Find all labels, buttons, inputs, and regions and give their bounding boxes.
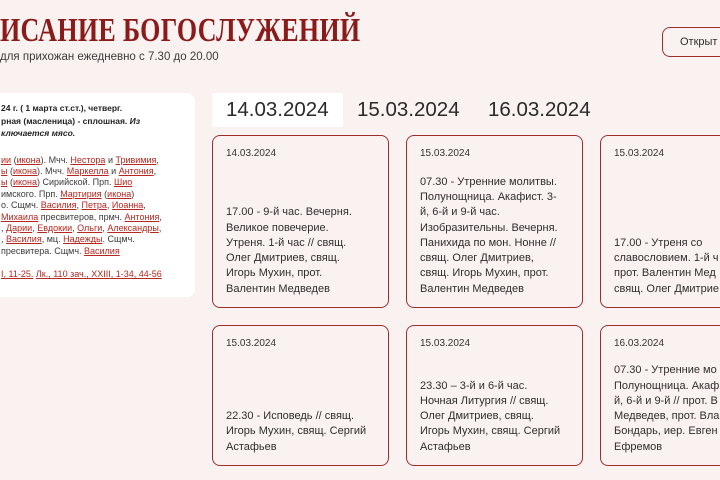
- saints-text: ,: [156, 154, 159, 165]
- fasting-info: [1, 102, 189, 140]
- saints-text: ). Мчч.: [37, 165, 67, 176]
- open-button-label: Открыт: [680, 36, 718, 48]
- service-card: [600, 135, 720, 308]
- saint-link[interactable]: икона: [12, 177, 38, 188]
- saint-link[interactable]: Петра: [81, 200, 107, 211]
- saints-text: ,: [106, 200, 112, 211]
- date-tab[interactable]: 16.03.2024: [488, 98, 591, 121]
- saints-text: ,: [72, 222, 78, 233]
- saints-line: [1, 212, 189, 223]
- service-description: [226, 205, 375, 297]
- saints-line: [1, 246, 189, 257]
- service-line: Великое повечерие.: [226, 221, 329, 234]
- service-line: 17.00 - Утреня со: [614, 236, 703, 249]
- saint-link[interactable]: Александры: [107, 222, 159, 233]
- service-date: 14.03.2024: [226, 148, 277, 159]
- saints-text: о. Сщмч.: [1, 200, 41, 211]
- saint-link[interactable]: Антония: [118, 165, 154, 176]
- service-line: Олег Дмитриев, свящ.: [420, 410, 534, 423]
- service-line: прот. Валентин Мед: [614, 267, 716, 280]
- service-line: Утреня. 1-й час // свящ.: [226, 236, 347, 249]
- service-line: й, 6-й и 9-й час.: [420, 206, 500, 219]
- service-line: Бондарь, иер. Евген: [614, 425, 718, 438]
- fasting-line: [1, 102, 189, 115]
- service-line: Игорь Мухин, свящ. Сергий: [226, 425, 367, 438]
- service-line: свящ. Игорь Мухин, прот.: [420, 267, 549, 280]
- saint-link[interactable]: Евдокии: [37, 222, 73, 233]
- fasting-line: [1, 127, 189, 140]
- service-line: Ночная Литургия // свящ.: [420, 394, 549, 407]
- service-line: Ефремов: [614, 440, 663, 453]
- service-card: [212, 135, 389, 308]
- saint-link[interactable]: ы: [1, 165, 8, 176]
- service-line: й, 6-й и 9-й // прот. В: [614, 394, 718, 407]
- saints-text: имского. Прп.: [1, 188, 61, 199]
- service-line: Полунощница. Акаф: [614, 379, 720, 392]
- saints-line: [1, 166, 189, 177]
- service-description: [226, 409, 375, 455]
- saint-link[interactable]: Дарии: [6, 222, 33, 233]
- saints-text: пресвитеров, прмч.: [38, 211, 125, 222]
- fasting-text: Из: [129, 115, 141, 126]
- saint-link[interactable]: Мартирия: [60, 188, 102, 199]
- service-date: 15.03.2024: [420, 148, 471, 159]
- saint-link[interactable]: Антония: [124, 211, 160, 222]
- service-date: 15.03.2024: [420, 338, 471, 349]
- saints-text: (: [101, 188, 108, 199]
- service-description: [420, 379, 569, 455]
- saint-link[interactable]: ии: [1, 154, 12, 165]
- saints-text: ): [131, 188, 135, 199]
- saints-line: [1, 234, 189, 245]
- saint-link[interactable]: икона: [107, 188, 132, 199]
- service-line: Валентин Медведев: [226, 282, 330, 295]
- saint-link[interactable]: Надежды: [63, 234, 103, 245]
- saints-line: [1, 200, 189, 211]
- fasting-text: 24 г. ( 1 марта ст.ст.), четверг.: [1, 103, 123, 113]
- service-description: [614, 236, 719, 297]
- saints-line: [1, 177, 189, 188]
- fasting-text: ключается мясо.: [1, 128, 76, 138]
- service-line: Олег Дмитриев, свящ.: [226, 252, 340, 265]
- saints-text: ,: [158, 222, 162, 233]
- service-card: [406, 325, 583, 466]
- date-tab[interactable]: 14.03.2024: [212, 93, 343, 127]
- reading-link[interactable]: I, 11-25.: [1, 268, 34, 279]
- saints-text: ,: [159, 211, 162, 222]
- saints-text: . Сщмч.: [102, 234, 135, 245]
- saints-text: (: [11, 154, 17, 165]
- saints-text: ,: [1, 222, 7, 233]
- saint-link[interactable]: икона: [12, 165, 38, 176]
- saints-list: [1, 155, 189, 258]
- saint-link[interactable]: Ольги: [77, 222, 103, 233]
- service-line: 22.30 - Исповедь // свящ.: [226, 410, 355, 423]
- saint-link[interactable]: Иоанна: [111, 200, 144, 211]
- saints-line: [1, 223, 189, 234]
- saints-line: [1, 155, 189, 166]
- saints-text: ,: [102, 222, 108, 233]
- service-card: [406, 135, 583, 308]
- saints-text: ) Сирийской. Прп.: [37, 177, 115, 188]
- service-line: Изобразительны. Вечерня.: [420, 221, 558, 234]
- service-card: [600, 325, 720, 466]
- service-line: Полунощница. Акафист. 3-: [420, 190, 557, 203]
- saints-line: [1, 189, 189, 200]
- service-date: 15.03.2024: [226, 338, 277, 349]
- saints-text: ,: [32, 222, 38, 233]
- service-description: [614, 363, 720, 455]
- service-line: Астафьев: [226, 440, 277, 453]
- service-date: 16.03.2024: [614, 338, 665, 349]
- saints-text: ,: [153, 165, 157, 176]
- date-tab[interactable]: 15.03.2024: [357, 98, 460, 121]
- opening-hours-text: для прихожан ежедневно с 7.30 до 20.00: [0, 51, 219, 63]
- saint-link[interactable]: Шио: [114, 177, 133, 188]
- saints-text: ,: [1, 234, 7, 245]
- service-date: 15.03.2024: [614, 148, 665, 159]
- page-title: ИСАНИЕ БОГОСЛУЖЕНИЙ: [0, 11, 361, 49]
- service-line: Астафьев: [420, 440, 471, 453]
- fasting-line: [1, 115, 189, 128]
- saints-text: (: [7, 177, 13, 188]
- saints-text: ,: [143, 200, 146, 211]
- service-line: славословием. 1-й ч: [614, 252, 719, 265]
- saints-text: ). Мчч.: [40, 154, 71, 165]
- day-info-panel: [0, 93, 195, 297]
- saint-link[interactable]: Маркелла: [66, 165, 109, 176]
- saint-link[interactable]: Тривимия: [115, 154, 157, 165]
- saint-link[interactable]: Михаила: [1, 211, 39, 222]
- service-line: 07.30 - Утренние мо: [614, 364, 717, 377]
- saints-text: , мц.: [41, 234, 64, 245]
- saints-text: пресвитера. Сщмч.: [1, 245, 85, 256]
- fasting-text: рная (масленица) - сплошная.: [1, 115, 130, 126]
- saint-link[interactable]: икона: [16, 154, 41, 165]
- service-line: Игорь Мухин, прот.: [226, 267, 323, 280]
- open-button[interactable]: [662, 27, 720, 57]
- saints-text: ,: [76, 200, 82, 211]
- saint-link[interactable]: Василия: [40, 200, 77, 211]
- service-line: свящ. Олег Дмитриев,: [420, 252, 534, 265]
- service-line: Валентин Медведев: [420, 282, 524, 295]
- saint-link[interactable]: ы: [1, 177, 8, 188]
- saint-link[interactable]: Василия: [6, 234, 42, 245]
- saint-link[interactable]: Василия: [84, 245, 120, 256]
- reading-link[interactable]: Лк., 110 зач., XXIII, 1-34, 44-56: [35, 268, 162, 279]
- saints-text: и: [108, 165, 119, 176]
- service-line: 23.30 – 3-й и 6-й час.: [420, 379, 528, 392]
- service-line: 07.30 - Утренние молитвы.: [420, 175, 557, 188]
- service-line: 17.00 - 9-й час. Вечерня.: [226, 206, 352, 219]
- service-line: Панихида по мон. Нонне //: [420, 236, 556, 249]
- service-line: Медведев, прот. Вла: [614, 410, 720, 423]
- readings-line: [1, 269, 189, 280]
- scripture-readings: [1, 269, 189, 280]
- saint-link[interactable]: Нестора: [70, 154, 106, 165]
- saints-text: и: [105, 154, 116, 165]
- service-description: [420, 175, 569, 297]
- saints-text: (: [7, 165, 13, 176]
- service-card: [212, 325, 389, 466]
- service-line: Игорь Мухин, свящ. Сергий: [420, 425, 561, 438]
- service-line: свящ. Олег Дмитрие: [614, 282, 719, 295]
